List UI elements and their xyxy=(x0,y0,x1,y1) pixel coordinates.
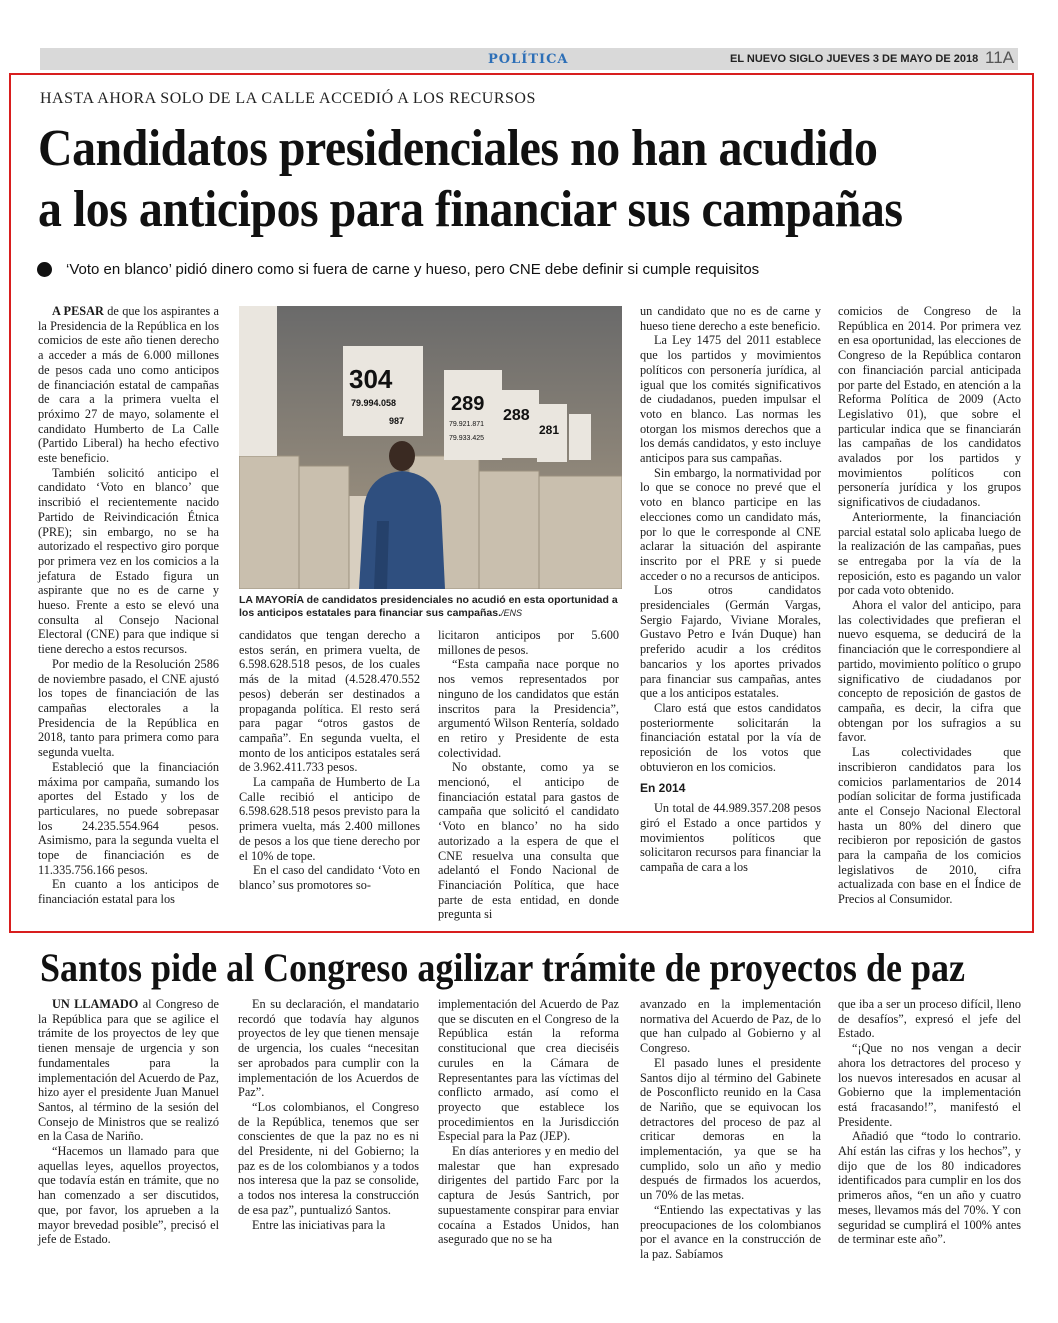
paragraph: En su declaración, el mandatario recordó que todavía hay algunos proyectos de ley que tienen mensaje de urgencia, los cuales “necesitan ser aprobados para cumplir con la implementación de los Acuerdos de Paz”. xyxy=(238,997,419,1100)
paragraph: avanzado en la implementación normativa del Acuerdo de Paz, de lo que han culpado al Gobierno y al Congreso. xyxy=(640,997,821,1056)
article2-headline: Santos pide al Congreso agilizar trámite de proyectos de paz xyxy=(40,945,965,990)
paragraph: En cuanto a los anticipos de financiación estatal para los xyxy=(38,877,219,907)
paragraph: El pasado lunes el presidente Santos dijo al término del Gabinete de Posconflicto reunido en la Casa de Nariño, que se equivocan los detractores del proceso de paz al criticar demoras en la implementación, ya que se ha cumplido, solo un año y medio después de firmados los acuerdos, un 70% de las metas. xyxy=(640,1055,821,1203)
booth-number: 304 xyxy=(349,364,393,394)
paragraph: “Esta campaña nace porque no nos vemos representados por ninguno de los candidatos que están inscritos para la Presidencia”, argumentó Wilson Rentería, soldado en retiro y Presidente de esta colectividad. xyxy=(438,657,619,760)
booth-sub: 79.921.871 xyxy=(449,421,485,428)
booth-number: 288 xyxy=(503,407,530,424)
paragraph: Entre las iniciativas para la xyxy=(252,1217,386,1232)
article-headline xyxy=(38,118,949,240)
paragraph: Claro está que estos candidatos posteriormente solicitarán la financiación estatal por la vía de reposición de los votos que obtuvieron en los comicios. xyxy=(640,700,821,774)
paragraph: Estableció que la financiación máxima por campaña, sumando los aportes del Estado y los de particulares, no puede sobrepasar los 24.235.554.964 pesos. Asimismo, para la segunda vuelta el tope de financiación es de 11.335.756.166 pesos. xyxy=(38,759,219,877)
article1-column-4 xyxy=(640,304,821,875)
paragraph: Sin embargo, la normatividad por lo que se conoce no prevé que el voto en blanco participe en las elecciones como un candidato más, por lo que le corresponde al CNE aclarar la situación del aspirante inscrito por el PRE y si puede acceder o no a recursos de anticipos. xyxy=(640,465,821,583)
article1-column-1 xyxy=(38,304,219,907)
booth-sub: 79.994.058 xyxy=(351,398,397,408)
subsection-heading: En 2014 xyxy=(640,780,686,795)
paragraph: Ahora el valor del anticipo, para las colectividades que prefieran el nuevo esquema, se deducirá de la financiación que le correspondiere al partido, movimiento político o grupo significativo de ciudadanos por concepto de reposición de gastos de campaña, es decir, la cifra que obtengan por los sufragios a su favor. xyxy=(838,598,1021,745)
paragraph: En el caso del candidato ‘Voto en blanco’ sus promotores so- xyxy=(239,863,420,892)
paragraph: implementación del Acuerdo de Paz que se discuten en el Congreso de la República están la reforma constitucional que crea dieciséis curules en la Cámara de Representantes para las víctimas del conflicto armado, así como el proyecto que establece los procedimientos en la Jurisdicción Especial para la Paz (JEP). xyxy=(438,997,619,1144)
paragraph: Por medio de la Resolución 2586 de noviembre pasado, el CNE ajustó los topes de financiación de las campañas electorales a la Presidencia de la República en 2018, tanto para primera como para segunda vuelta. xyxy=(38,656,219,760)
booth-sub: 79.933.425 xyxy=(449,435,485,442)
news-photo-voting-booths xyxy=(239,306,622,589)
paragraph: Los otros candidatos presidenciales (Germán Vargas, Sergio Fajardo, Viviane Morales, Gustavo Petro e Iván Duque) han preferido acudir a los créditos bancarios y los aportes privados para financiar sus campañas, antes que a los anticipos estatales. xyxy=(640,583,821,701)
booth-number: 289 xyxy=(451,393,485,415)
paragraph: Anteriormente, la financiación parcial estatal solo aplicaba luego de la realización de las campañas, pues se entregaba por la vía de la reposición, esto es pagando un valor por cada voto obtenido. xyxy=(838,509,1021,598)
paragraph: que iba a ser un proceso difícil, lleno de desafíos”, expresó el jefe del Estado. xyxy=(838,997,1021,1041)
paragraph: Las colectividades que inscribieron candidatos para los comicios parlamentarios de 2014 podían solicitar de forma justificada ante el Consejo Nacional Electoral hasta un 80% del dinero que recibieron por reposición de gastos para la campaña de los comicios legislativos de 2010, cifra actualizada con base en el Índice de Precios al Consumidor. xyxy=(838,745,1021,907)
booth-number: 281 xyxy=(539,423,560,437)
article2-column-5 xyxy=(838,997,1021,1247)
article1-column-2 xyxy=(239,628,420,893)
page-number: 11A xyxy=(985,48,1014,67)
article2-column-3 xyxy=(438,997,619,1247)
paragraph: UN LLAMADO al Congreso de la República para que se agilice el trámite de los proyectos de ley que tienen mensaje de urgencia y son fundamentales para la implementación del Acuerdo de Paz, hizo ayer el presidente Juan Manuel Santos, al término de la sesión del Consejo de Ministros que se realizó en la Casa de Nariño. xyxy=(38,997,219,1144)
paragraph: un candidato que no es de carne y hueso tiene derecho a este beneficio. xyxy=(640,304,821,333)
article-kicker: HASTA AHORA SOLO DE LA CALLE ACCEDIÓ A LOS RECURSOS xyxy=(40,90,536,107)
paragraph: A PESAR de que los aspirantes a la Presidencia de la República en los comicios de este año tienen derecho a acceder a más de 6.000 millones de pesos cada uno como anticipos de financiación estatal de campañas de cara a la primera vuelta el próximo 27 de mayo, solamente el candidato Humberto de La Calle (Partido Liberal) ha hecho efectivo este beneficio. xyxy=(38,304,219,466)
paragraph: “Hacemos un llamado para que aquellas leyes, aquellos proyectos, que todavía están en trámite, que no han comenzado a ser discutidos, que, por favor, los aprueben a la mayor brevedad posible”, precisó el jefe de Estado. xyxy=(38,1144,219,1247)
headline-line-2: a los anticipos para financiar sus campañas xyxy=(38,181,903,238)
article2-column-1 xyxy=(38,997,219,1247)
paragraph: Un total de 44.989.357.208 pesos giró el Estado a once partidos y movimientos políticos que solicitaron recursos para financiar la campaña de cara a los xyxy=(640,801,821,875)
paragraph: La Ley 1475 del 2011 establece que los partidos y movimientos políticos con personería jurídica, al igual que los comités significativos de ciudadanos, pueden impulsar el voto en blanco. Las normas les otorgan los mismos derechos que a los demás candidatos, y esto incluye anticipos para sus campañas. xyxy=(640,333,821,466)
photo-credit: /ENS xyxy=(501,608,523,618)
article-subhead: ‘Voto en blanco’ pidió dinero como si fuera de carne y hueso, pero CNE debe definir si cumple requisitos xyxy=(66,261,760,278)
lead-in: UN LLAMADO xyxy=(52,997,139,1011)
paper-date-line: EL NUEVO SIGLO JUEVES 3 DE MAYO DE 2018 xyxy=(730,53,979,65)
photo-illustration xyxy=(239,306,622,589)
article1-column-5 xyxy=(838,304,1021,907)
paragraph: No obstante, como ya se mencionó, el anticipo de financiación estatal para gastos de campaña que solicitó el candidato ‘Voto en blanco’ no ha sido autorizado a la espera de que el CNE resuelva una consulta que adelantó el Fondo Nacional de Financiación Política, que hace parte de esta entidad, en donde pregunta si xyxy=(438,760,619,922)
paragraph: “Entiendo las expectativas y las preocupaciones de los colombianos por el avance en la construcción de la paz. Sabíamos xyxy=(640,1202,821,1261)
paragraph: La campaña de Humberto de La Calle recibió el anticipo de 6.598.628.518 pesos previsto para la primera vuelta, más 2.400 millones de pesos a los que tiene derecho por el 10% de tope. xyxy=(239,775,420,863)
bullet-icon xyxy=(37,262,52,277)
paragraph: candidatos que tengan derecho a estos serán, en primera vuelta, de 6.598.628.518 pesos, de los cuales más de la mitad (4.528.470.552 pesos) deberán ser destinados a propaganda política. El resto será para pagar “otros gastos de campaña”. En segunda vuelta, el monto de los anticipos estatales será de 3.962.411.733 pesos. xyxy=(239,628,420,775)
article2-column-2 xyxy=(238,997,419,1232)
paragraph: licitaron anticipos por 5.600 millones de pesos. xyxy=(438,628,619,657)
section-label: POLÍTICA xyxy=(488,52,569,67)
paragraph: “¡Que no nos vengan a decir ahora los detractores del proceso y los nuevos interesados en acusar al Gobierno que la implementación está fracasando!”, manifestó el Presidente. xyxy=(838,1041,1021,1129)
booth-sub: 987 xyxy=(389,416,405,426)
headline-line-1: Candidatos presidenciales no han acudido xyxy=(38,120,878,177)
paragraph: “Los colombianos, el Congreso de la República, tenemos que ser conscientes de que la paz no es ni del Presidente, ni del Gobierno; la paz es de los colombianos y a todos nos interesa que la paz se consolide, a todos nos interesa la construcción de esa paz”, puntualizó Santos. xyxy=(238,1099,419,1217)
paragraph: En días anteriores y en medio del malestar que han expresado dirigentes del partido Farc por la captura de Jesús Santrich, por supuestamente conspirar para enviar cocaína a Estados Unidos, han asegurado que no se ha xyxy=(438,1144,619,1247)
paragraph: Añadió que “todo lo contrario. Ahí están las cifras y los hechos”, y dijo que de los 80 indicadores identificados para cumplir en los dos primeros años, “en un año y cuatro meses, llevamos más del 70%. Y con seguridad se cumplirá el 100% antes de terminar este año”. xyxy=(838,1129,1021,1247)
article2-column-4 xyxy=(640,997,821,1262)
photo-caption: LA MAYORÍA de candidatos presidenciales no acudió en esta oportunidad a los anticipos estatales para financiar sus campañas./ENS xyxy=(239,594,618,619)
paragraph: comicios de Congreso de la República en 2014. Por primera vez en esa oportunidad, las elecciones de Congreso de la República contaron con financiación parcial anticipada por parte del Estado, en atención a la Reforma Política de 2009 (Acto Legislativo 01), que sobre el particular indica que se financiarán las campañas de los candidatos avalados por los partidos y movimientos políticos con personería jurídica y los grupos significativos de ciudadanos. xyxy=(838,304,1021,510)
article1-column-3 xyxy=(438,628,619,922)
paragraph: También solicitó anticipo el candidato ‘Voto en blanco’ que inscribió el recientemente nacido Partido de Reivindicación Étnica (PRE); sin embargo, no se ha autorizado el respectivo giro porque por primera vez en los comicios a la jefatura de Estado figura un aspirante que no es de carne y hueso. Frente a esto se elevó una consulta al Consejo Nacional Electoral (CNE) para que indique si tiene derecho a estos recursos. xyxy=(38,465,219,657)
lead-in: A PESAR xyxy=(52,304,104,318)
